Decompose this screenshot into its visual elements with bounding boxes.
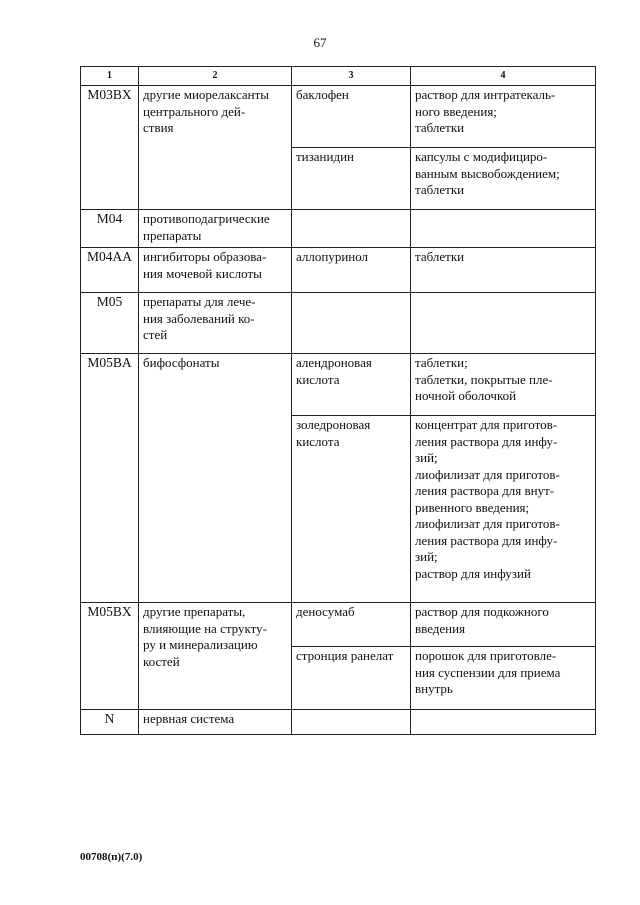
substance-cell xyxy=(292,354,411,416)
table-row xyxy=(81,603,596,647)
column-header: 2 xyxy=(139,67,292,86)
column-header: 4 xyxy=(411,67,596,86)
substance-cell xyxy=(292,710,411,735)
table-row xyxy=(81,86,596,148)
substance-text: алендроновая кислота xyxy=(296,355,372,387)
substance-cell xyxy=(292,248,411,293)
substance-text: золедроновая кислота xyxy=(296,417,371,449)
dosage-form-cell xyxy=(411,293,596,354)
group-name-text: другие миорелаксанты центрального дей- ствия xyxy=(143,87,270,135)
atc-code-cell: N xyxy=(81,710,139,735)
dosage-form-cell xyxy=(411,248,596,293)
page-number: 67 xyxy=(313,35,327,50)
group-name-text: другие препараты, влияющие на структу- ру и минерализацию костей xyxy=(143,604,267,669)
group-name-cell xyxy=(139,210,292,248)
substance-cell xyxy=(292,603,411,647)
document-footer-code: 00708(п)(7.0) xyxy=(80,851,143,863)
group-name-cell xyxy=(139,354,292,603)
substance-text: деносумаб xyxy=(296,604,355,619)
group-name-text: нервная система xyxy=(143,711,235,726)
substance-cell xyxy=(292,86,411,148)
group-name-cell xyxy=(139,710,292,735)
table-header-row xyxy=(81,67,596,86)
atc-code-cell: M05BA xyxy=(81,354,139,603)
dosage-form-text: таблетки; таблетки, покрытые пле- ночной оболочкой xyxy=(415,355,553,403)
dosage-form-text: раствор для подкожного введения xyxy=(415,604,549,636)
group-name-text: препараты для лече- ния заболеваний ко- стей xyxy=(143,294,256,342)
dosage-form-cell xyxy=(411,603,596,647)
dosage-form-cell xyxy=(411,210,596,248)
atc-code-cell: M05BX xyxy=(81,603,139,710)
atc-code-cell: M04 xyxy=(81,210,139,248)
substance-cell xyxy=(292,647,411,710)
column-header: 1 xyxy=(81,67,139,86)
substance-text: стронция ранелат xyxy=(296,648,394,663)
dosage-form-text: раствор для интратекаль- ного введения; таблетки xyxy=(415,87,556,135)
substance-cell xyxy=(292,293,411,354)
dosage-form-text: капсулы с модифициро- ванным высвобождением; таблетки xyxy=(415,149,560,197)
group-name-cell xyxy=(139,248,292,293)
column-header: 3 xyxy=(292,67,411,86)
dosage-form-cell xyxy=(411,148,596,210)
drug-table xyxy=(80,66,596,735)
substance-text: аллопуринол xyxy=(296,249,369,264)
group-name-cell xyxy=(139,293,292,354)
substance-text: баклофен xyxy=(296,87,349,102)
dosage-form-cell xyxy=(411,86,596,148)
group-name-cell xyxy=(139,86,292,210)
substance-cell xyxy=(292,210,411,248)
atc-code-cell: M05 xyxy=(81,293,139,354)
table-row xyxy=(81,354,596,416)
table-row xyxy=(81,293,596,354)
substance-text: тизанидин xyxy=(296,149,354,164)
dosage-form-cell xyxy=(411,354,596,416)
substance-cell xyxy=(292,416,411,603)
substance-cell xyxy=(292,148,411,210)
group-name-text: противоподагрические препараты xyxy=(143,211,270,243)
atc-code-cell: M04AA xyxy=(81,248,139,293)
atc-code-cell: M03BX xyxy=(81,86,139,210)
dosage-form-text: порошок для приготовле- ния суспензии для приема внутрь xyxy=(415,648,561,696)
group-name-text: бифосфонаты xyxy=(143,355,220,370)
group-name-cell xyxy=(139,603,292,710)
group-name-text: ингибиторы образова- ния мочевой кислоты xyxy=(143,249,267,281)
dosage-form-text: таблетки xyxy=(415,249,465,264)
table-row xyxy=(81,248,596,293)
table-body xyxy=(81,86,596,735)
dosage-form-cell xyxy=(411,710,596,735)
table-row xyxy=(81,210,596,248)
dosage-form-cell xyxy=(411,416,596,603)
table-row xyxy=(81,710,596,735)
dosage-form-text: концентрат для приготов- ления раствора для инфу- зий; лиофилизат для приготов- ления раствора для внут- ривенного введения; лиофилизат для приготов- ления раствора для инфу- зий; раствор для инфузий xyxy=(415,417,560,581)
dosage-form-cell xyxy=(411,647,596,710)
